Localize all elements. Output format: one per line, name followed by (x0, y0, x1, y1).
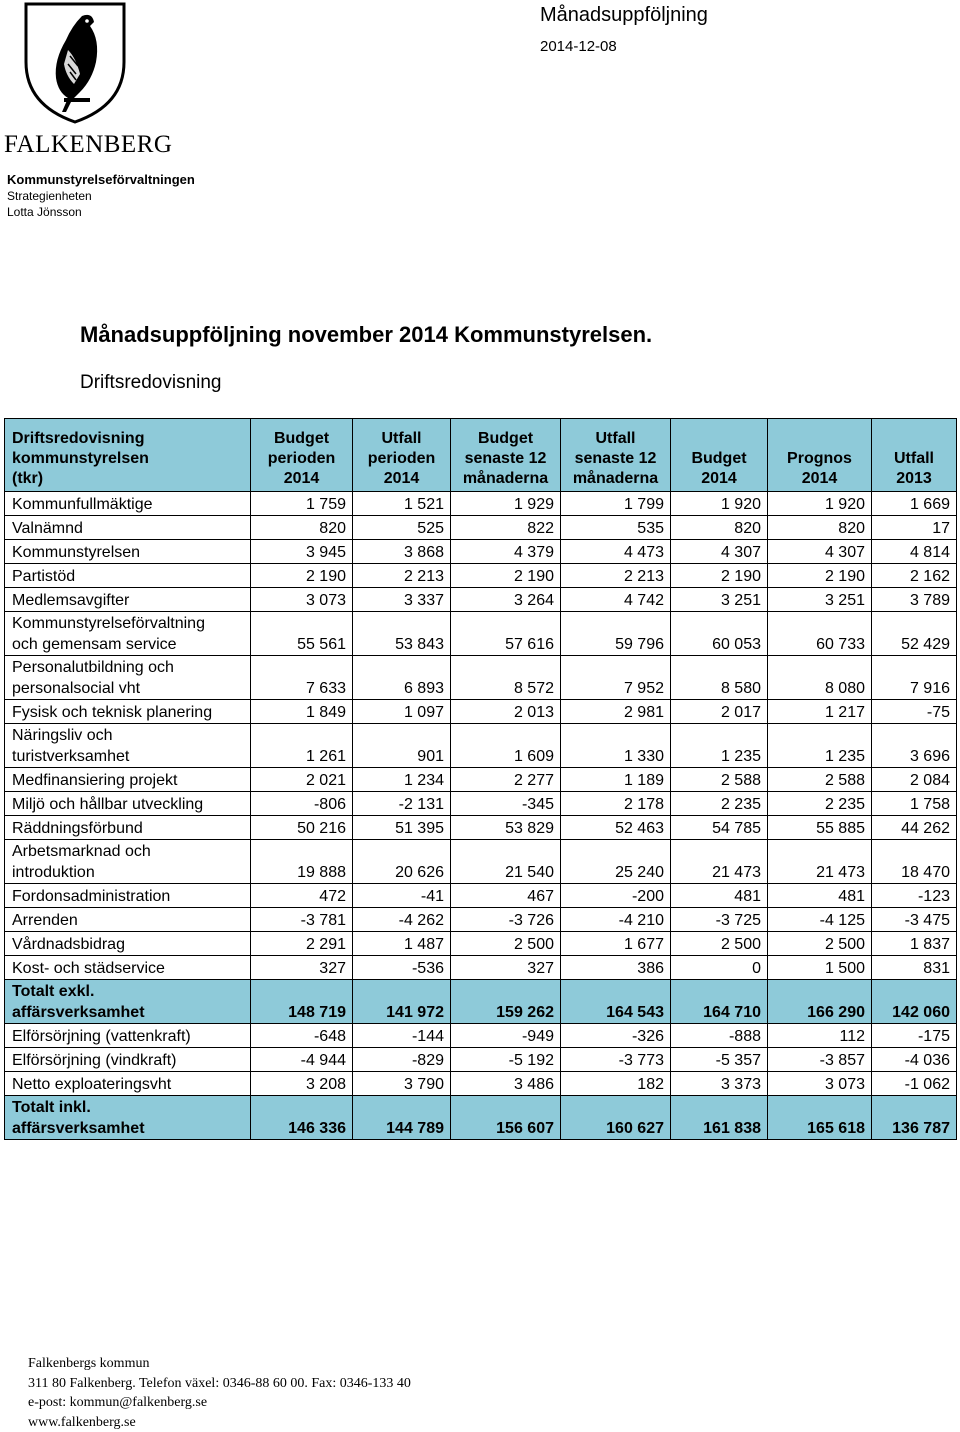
table-cell: 1 759 (251, 492, 353, 516)
table-cell: 0 (671, 956, 768, 980)
table-cell: 2 291 (251, 932, 353, 956)
table-cell: 7 633 (251, 656, 353, 700)
table-cell: -888 (671, 1024, 768, 1048)
table-cell: 164 710 (671, 980, 768, 1024)
table-cell: 2 213 (353, 564, 451, 588)
table-cell: 59 796 (561, 612, 671, 656)
table-cell: 2 213 (561, 564, 671, 588)
table-cell: 3 486 (451, 1072, 561, 1096)
table-cell: -3 726 (451, 908, 561, 932)
table-cell: 525 (353, 516, 451, 540)
table-cell: -4 262 (353, 908, 451, 932)
table-cell: 535 (561, 516, 671, 540)
column-header-line: Budget (457, 429, 554, 449)
table-cell: 2 190 (451, 564, 561, 588)
table-cell: 4 814 (872, 540, 957, 564)
table-cell: 2 981 (561, 700, 671, 724)
table-row (5, 564, 957, 588)
table-cell: 7 952 (561, 656, 671, 700)
table-cell: 53 829 (451, 816, 561, 840)
column-header-line: Prognos (774, 449, 865, 469)
table-cell: 8 572 (451, 656, 561, 700)
table-cell: -200 (561, 884, 671, 908)
row-label-line: affärsverksamhet (12, 1118, 244, 1139)
table-cell: 8 580 (671, 656, 768, 700)
table-cell: 2 588 (671, 768, 768, 792)
column-header-line: Utfall (567, 429, 664, 449)
table-cell: 21 473 (671, 840, 768, 884)
table-cell: 2 500 (768, 932, 872, 956)
table-cell: 2 084 (872, 768, 957, 792)
table-cell: 52 463 (561, 816, 671, 840)
column-header-line: Utfall (359, 429, 444, 449)
table-cell: 901 (353, 724, 451, 768)
row-label-line: och gemensam service (12, 634, 244, 655)
row-label-line: Totalt exkl. (12, 981, 244, 1002)
table-cell: 3 696 (872, 724, 957, 768)
footer-line: www.falkenberg.se (28, 1413, 411, 1432)
row-label-line: introduktion (12, 862, 244, 883)
table-cell: 3 251 (768, 588, 872, 612)
table-cell: 2 017 (671, 700, 768, 724)
table-row (5, 1024, 957, 1048)
table-cell: 472 (251, 884, 353, 908)
table-cell: 54 785 (671, 816, 768, 840)
table-cell: 21 540 (451, 840, 561, 884)
table-cell: -4 125 (768, 908, 872, 932)
table-cell: 1 920 (768, 492, 872, 516)
table-cell: 52 429 (872, 612, 957, 656)
row-label (5, 724, 251, 768)
table-cell: 2 235 (671, 792, 768, 816)
table-row (5, 656, 957, 700)
row-label (5, 564, 251, 588)
column-header (768, 419, 872, 492)
table-cell: -4 944 (251, 1048, 353, 1072)
table-cell: 53 843 (353, 612, 451, 656)
table-cell: 20 626 (353, 840, 451, 884)
table-cell: 1 609 (451, 724, 561, 768)
table-cell: -536 (353, 956, 451, 980)
table-cell: -3 781 (251, 908, 353, 932)
column-header-line: Utfall (878, 449, 950, 469)
table-cell: 182 (561, 1072, 671, 1096)
table-cell: 1 669 (872, 492, 957, 516)
table-cell: 327 (251, 956, 353, 980)
table-row (5, 908, 957, 932)
table-cell: 1 799 (561, 492, 671, 516)
row-label-line: Kommunstyrelseförvaltning (12, 613, 244, 634)
table-cell: 822 (451, 516, 561, 540)
row-label (5, 816, 251, 840)
row-label (5, 540, 251, 564)
row-label-line: Elförsörjning (vattenkraft) (12, 1026, 244, 1047)
table-cell: 1 837 (872, 932, 957, 956)
row-label-line: Kost- och städservice (12, 958, 244, 979)
row-label (5, 768, 251, 792)
table-cell: 831 (872, 956, 957, 980)
table-cell: 161 838 (671, 1096, 768, 1140)
table-cell: 820 (768, 516, 872, 540)
table-cell: 4 742 (561, 588, 671, 612)
row-label (5, 956, 251, 980)
table-cell: -3 725 (671, 908, 768, 932)
column-header-line: Budget (677, 449, 761, 469)
table-cell: -4 210 (561, 908, 671, 932)
row-label (5, 612, 251, 656)
table-cell: 2 500 (671, 932, 768, 956)
row-label-line: Vårdnadsbidrag (12, 934, 244, 955)
table-cell: 1 261 (251, 724, 353, 768)
table-cell: 2 588 (768, 768, 872, 792)
table-cell: -3 773 (561, 1048, 671, 1072)
table-cell: 7 916 (872, 656, 957, 700)
table-cell: 481 (671, 884, 768, 908)
column-header (451, 419, 561, 492)
footer-line: e-post: kommun@falkenberg.se (28, 1393, 411, 1413)
row-label-line: Näringsliv och (12, 725, 244, 746)
column-header-line: Budget (257, 429, 346, 449)
table-cell: -326 (561, 1024, 671, 1048)
row-label (5, 1024, 251, 1048)
table-cell: 1 920 (671, 492, 768, 516)
table-cell: 141 972 (353, 980, 451, 1024)
table-cell: 21 473 (768, 840, 872, 884)
row-label-line: Kommunfullmäktige (12, 494, 244, 515)
table-cell: 1 849 (251, 700, 353, 724)
table-cell: -75 (872, 700, 957, 724)
table-cell: 136 787 (872, 1096, 957, 1140)
table-row (5, 700, 957, 724)
table-cell: 3 264 (451, 588, 561, 612)
column-header (872, 419, 957, 492)
table-cell: 3 208 (251, 1072, 353, 1096)
falkenberg-coat-of-arms-logo (20, 0, 130, 125)
table-cell: -4 036 (872, 1048, 957, 1072)
table-cell: 481 (768, 884, 872, 908)
report-subheading: Driftsredovisning (80, 372, 222, 394)
column-header (5, 419, 251, 492)
row-label-line: Medlemsavgifter (12, 590, 244, 611)
table-cell: 386 (561, 956, 671, 980)
table-row (5, 768, 957, 792)
row-label (5, 792, 251, 816)
row-label-line: turistverksamhet (12, 746, 244, 767)
row-label (5, 700, 251, 724)
table-cell: -5 357 (671, 1048, 768, 1072)
table-cell: 112 (768, 1024, 872, 1048)
table-cell: 4 307 (768, 540, 872, 564)
row-label-line: affärsverksamhet (12, 1002, 244, 1023)
row-label (5, 656, 251, 700)
table-cell: 55 885 (768, 816, 872, 840)
row-label-line: Medfinansiering projekt (12, 770, 244, 791)
row-label-line: Fysisk och teknisk planering (12, 702, 244, 723)
table-cell: 51 395 (353, 816, 451, 840)
table-cell: 820 (671, 516, 768, 540)
row-label (5, 516, 251, 540)
row-label-line: Totalt inkl. (12, 1097, 244, 1118)
table-cell: 1 235 (768, 724, 872, 768)
table-cell: 44 262 (872, 816, 957, 840)
table-cell: 1 235 (671, 724, 768, 768)
row-label (5, 908, 251, 932)
footer-contact (28, 1354, 411, 1432)
table-cell: -949 (451, 1024, 561, 1048)
table-row (5, 516, 957, 540)
row-label (5, 932, 251, 956)
table-cell: 4 473 (561, 540, 671, 564)
row-label (5, 884, 251, 908)
table-cell: 142 060 (872, 980, 957, 1024)
table-row (5, 816, 957, 840)
table-cell: 6 893 (353, 656, 451, 700)
table-cell: 1 189 (561, 768, 671, 792)
table-cell: 1 487 (353, 932, 451, 956)
row-label (5, 1072, 251, 1096)
table-cell: 55 561 (251, 612, 353, 656)
table-cell: 1 677 (561, 932, 671, 956)
column-header (353, 419, 451, 492)
table-cell: 3 337 (353, 588, 451, 612)
table-row (5, 840, 957, 884)
table-row (5, 1048, 957, 1072)
table-cell: 1 217 (768, 700, 872, 724)
row-label-line: Valnämnd (12, 518, 244, 539)
table-cell: 2 190 (768, 564, 872, 588)
table-cell: 1 330 (561, 724, 671, 768)
table-cell: 144 789 (353, 1096, 451, 1140)
table-cell: 60 733 (768, 612, 872, 656)
table-cell: 3 073 (251, 588, 353, 612)
organization-block (7, 172, 195, 220)
table-cell: 60 053 (671, 612, 768, 656)
table-cell: -806 (251, 792, 353, 816)
contact-person: Lotta Jönsson (7, 204, 195, 220)
table-cell: 2 162 (872, 564, 957, 588)
table-cell: -41 (353, 884, 451, 908)
table-row (5, 1072, 957, 1096)
row-label-line: Kommunstyrelsen (12, 542, 244, 563)
row-label (5, 980, 251, 1024)
table-cell: -829 (353, 1048, 451, 1072)
column-header-line: perioden (257, 449, 346, 469)
table-row (5, 932, 957, 956)
table-cell: -648 (251, 1024, 353, 1048)
table-body (5, 492, 957, 1140)
table-cell: 1 097 (353, 700, 451, 724)
column-header-line: kommunstyrelsen (12, 449, 244, 469)
column-header-line: (tkr) (12, 469, 244, 489)
table-cell: 19 888 (251, 840, 353, 884)
table-cell: -144 (353, 1024, 451, 1048)
footer-line: Falkenbergs kommun (28, 1354, 411, 1374)
table-cell: -175 (872, 1024, 957, 1048)
row-label (5, 492, 251, 516)
row-label-line: Arbetsmarknad och (12, 841, 244, 862)
table-cell: -2 131 (353, 792, 451, 816)
table-row (5, 492, 957, 516)
table-cell: 2 013 (451, 700, 561, 724)
row-label-line: Arrenden (12, 910, 244, 931)
column-header-line: 2013 (878, 469, 950, 489)
row-label-line: Fordonsadministration (12, 886, 244, 907)
row-label-line: Personalutbildning och (12, 657, 244, 678)
row-label-line: Miljö och hållbar utveckling (12, 794, 244, 815)
table-row (5, 792, 957, 816)
table-cell: 2 178 (561, 792, 671, 816)
table-cell: 165 618 (768, 1096, 872, 1140)
table-header-row (5, 419, 957, 492)
operating-accounts-table (4, 418, 957, 1140)
table-cell: 156 607 (451, 1096, 561, 1140)
row-label-line: Räddningsförbund (12, 818, 244, 839)
table-cell: 166 290 (768, 980, 872, 1024)
total-row (5, 1096, 957, 1140)
column-header-line: månaderna (457, 469, 554, 489)
table-cell: -1 062 (872, 1072, 957, 1096)
column-header-line: senaste 12 (567, 449, 664, 469)
table-cell: 3 373 (671, 1072, 768, 1096)
table-cell: 4 379 (451, 540, 561, 564)
table-cell: 2 277 (451, 768, 561, 792)
row-label (5, 840, 251, 884)
table-cell: 18 470 (872, 840, 957, 884)
document-date: 2014-12-08 (540, 38, 617, 55)
table-cell: 2 190 (251, 564, 353, 588)
column-header-line: 2014 (257, 469, 346, 489)
row-label (5, 588, 251, 612)
table-cell: 57 616 (451, 612, 561, 656)
table-cell: 160 627 (561, 1096, 671, 1140)
table-cell: 148 719 (251, 980, 353, 1024)
table-cell: 2 021 (251, 768, 353, 792)
column-header-line: perioden (359, 449, 444, 469)
table-cell: 3 789 (872, 588, 957, 612)
table-cell: 3 073 (768, 1072, 872, 1096)
footer-line: 311 80 Falkenberg. Telefon växel: 0346-88 60 00. Fax: 0346-133 40 (28, 1374, 411, 1394)
document-title: Månadsuppföljning (540, 4, 708, 27)
table-cell: 146 336 (251, 1096, 353, 1140)
row-label (5, 1096, 251, 1140)
table-cell: -123 (872, 884, 957, 908)
brand-name: FALKENBERG (4, 131, 172, 159)
table-row (5, 588, 957, 612)
table-cell: 2 190 (671, 564, 768, 588)
row-label-line: Elförsörjning (vindkraft) (12, 1050, 244, 1071)
table-cell: 50 216 (251, 816, 353, 840)
table-cell: 164 543 (561, 980, 671, 1024)
table-cell: 467 (451, 884, 561, 908)
report-heading: Månadsuppföljning november 2014 Kommunstyrelsen. (80, 322, 652, 348)
table-cell: 4 307 (671, 540, 768, 564)
organization-unit: Strategienheten (7, 188, 195, 204)
table-cell: 3 790 (353, 1072, 451, 1096)
table-cell: 1 521 (353, 492, 451, 516)
column-header-line: Driftsredovisning (12, 429, 244, 449)
total-row (5, 980, 957, 1024)
table-cell: 3 945 (251, 540, 353, 564)
table-cell: 327 (451, 956, 561, 980)
table-row (5, 956, 957, 980)
table-cell: 2 500 (451, 932, 561, 956)
table-cell: 3 868 (353, 540, 451, 564)
table-cell: 1 758 (872, 792, 957, 816)
table-row (5, 884, 957, 908)
row-label (5, 1048, 251, 1072)
column-header-line: senaste 12 (457, 449, 554, 469)
table-row (5, 724, 957, 768)
table-cell: -3 475 (872, 908, 957, 932)
table-cell: 1 929 (451, 492, 561, 516)
row-label-line: Partistöd (12, 566, 244, 587)
column-header (561, 419, 671, 492)
column-header-line: 2014 (774, 469, 865, 489)
table-cell: -5 192 (451, 1048, 561, 1072)
column-header-line: 2014 (677, 469, 761, 489)
column-header (251, 419, 353, 492)
table-cell: 159 262 (451, 980, 561, 1024)
table-cell: 820 (251, 516, 353, 540)
table-cell: 25 240 (561, 840, 671, 884)
row-label-line: Netto exploateringsvht (12, 1074, 244, 1095)
table-cell: 3 251 (671, 588, 768, 612)
table-row (5, 612, 957, 656)
column-header (671, 419, 768, 492)
column-header-line: 2014 (359, 469, 444, 489)
table-cell: -3 857 (768, 1048, 872, 1072)
table-cell: 8 080 (768, 656, 872, 700)
organization-name: Kommunstyrelseförvaltningen (7, 172, 195, 188)
table-cell: 2 235 (768, 792, 872, 816)
table-cell: 17 (872, 516, 957, 540)
table-cell: 1 234 (353, 768, 451, 792)
column-header-line: månaderna (567, 469, 664, 489)
row-label-line: personalsocial vht (12, 678, 244, 699)
table-cell: 1 500 (768, 956, 872, 980)
table-row (5, 540, 957, 564)
table-cell: -345 (451, 792, 561, 816)
